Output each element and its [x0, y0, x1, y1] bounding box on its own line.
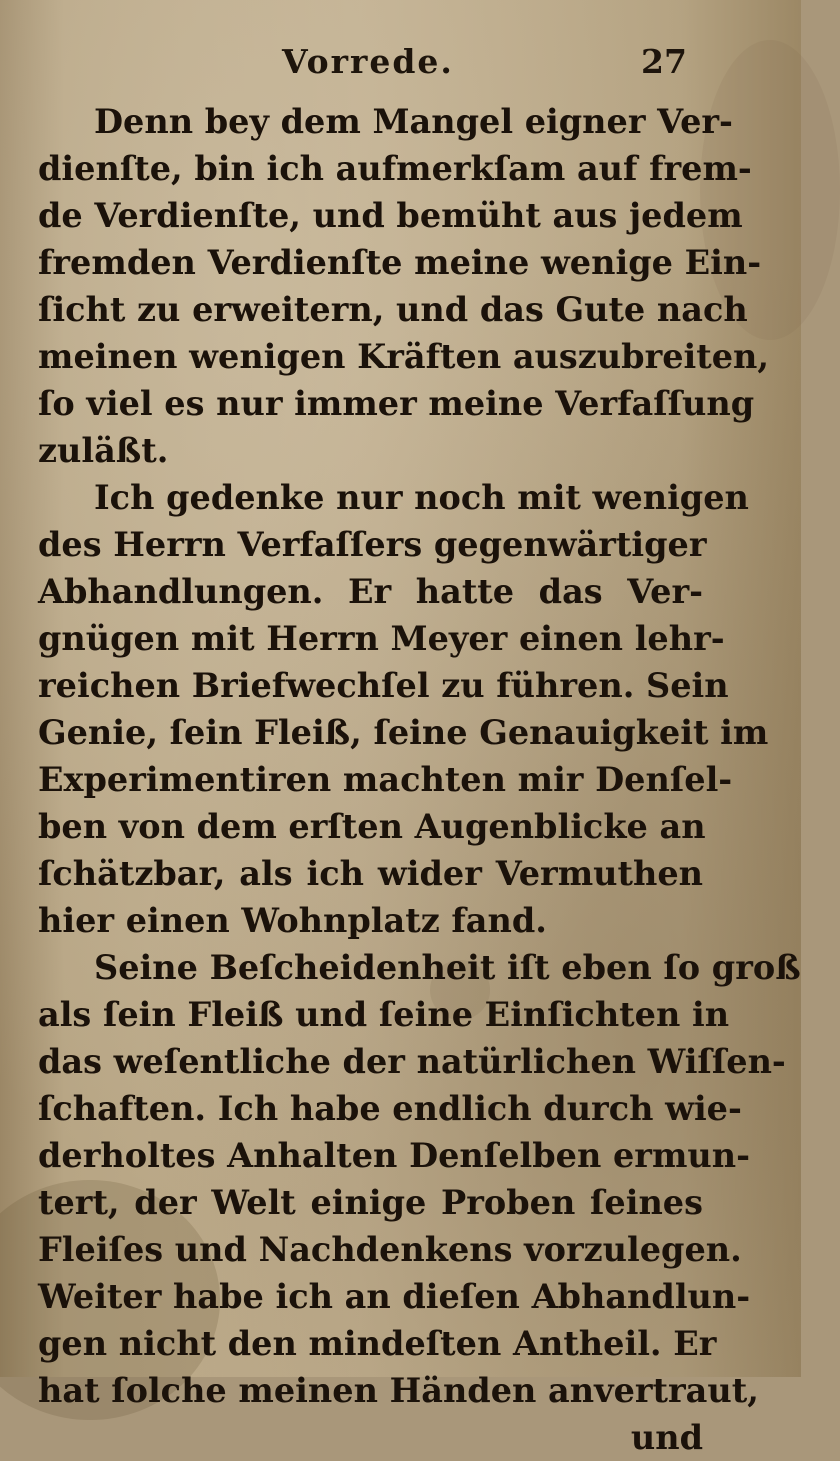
text-line: ſchaften. Ich habe endlich durch wie-	[38, 1089, 742, 1128]
text-line: Experimentiren machten mir Denſel-	[38, 760, 733, 799]
text-line: de Verdienſte, und bemüht aus jedem	[38, 196, 743, 235]
text-line: ben von dem erſten Augenblicke an	[38, 807, 706, 846]
text-line: Genie, ſein Fleiß, ſeine Genauigkeit im	[38, 713, 769, 752]
running-head: Vorrede.	[282, 42, 454, 81]
text-line: reichen Briefwechſel zu führen. Sein	[38, 666, 729, 705]
text-line: das weſentliche der natürlichen Wiſſen-	[38, 1042, 786, 1081]
page-header	[0, 38, 801, 88]
text-line: meinen wenigen Kräften auszubreiten,	[38, 337, 770, 376]
catchword: und	[630, 1418, 703, 1457]
text-line: ſchätzbar, als ich wider Vermuthen	[38, 854, 703, 893]
text-line: fremden Verdienſte meine wenige Ein-	[38, 243, 762, 282]
text-line: zuläßt.	[38, 431, 169, 470]
text-line: gnügen mit Herrn Meyer einen lehr-	[38, 619, 725, 658]
text-line: ſo viel es nur immer meine Verfaſſung	[38, 384, 755, 423]
text-line: des Herrn Verfaſſers gegenwärtiger	[38, 525, 707, 564]
page-number: 27	[641, 42, 687, 81]
text-line: Denn bey dem Mangel eigner Ver-	[94, 102, 733, 141]
text-line: gen nicht den mindeſten Antheil. Er	[38, 1324, 717, 1363]
text-line: hier einen Wohnplatz fand.	[38, 901, 547, 940]
text-line: Ich gedenke nur noch mit wenigen	[94, 478, 749, 517]
text-line: Weiter habe ich an dieſen Abhandlun-	[38, 1277, 751, 1316]
text-line: tert, der Welt einige Proben ſeines	[38, 1183, 703, 1222]
text-line: Seine Beſcheidenheit iſt eben ſo groß	[94, 948, 801, 987]
text-line: als ſein Fleiß und ſeine Einſichten in	[38, 995, 730, 1034]
text-line: Abhandlungen. Er hatte das Ver-	[38, 572, 703, 611]
text-line: derholtes Anhalten Denſelben ermun-	[38, 1136, 751, 1175]
text-line: hat ſolche meinen Händen anvertraut,	[38, 1371, 759, 1410]
text-line: ſicht zu erweitern, und das Gute nach	[38, 290, 748, 329]
body-text	[38, 98, 801, 1461]
text-line: Fleiſes und Nachdenkens vorzulegen.	[38, 1230, 742, 1269]
text-line: dienſte, bin ich aufmerkſam auf frem-	[38, 149, 752, 188]
